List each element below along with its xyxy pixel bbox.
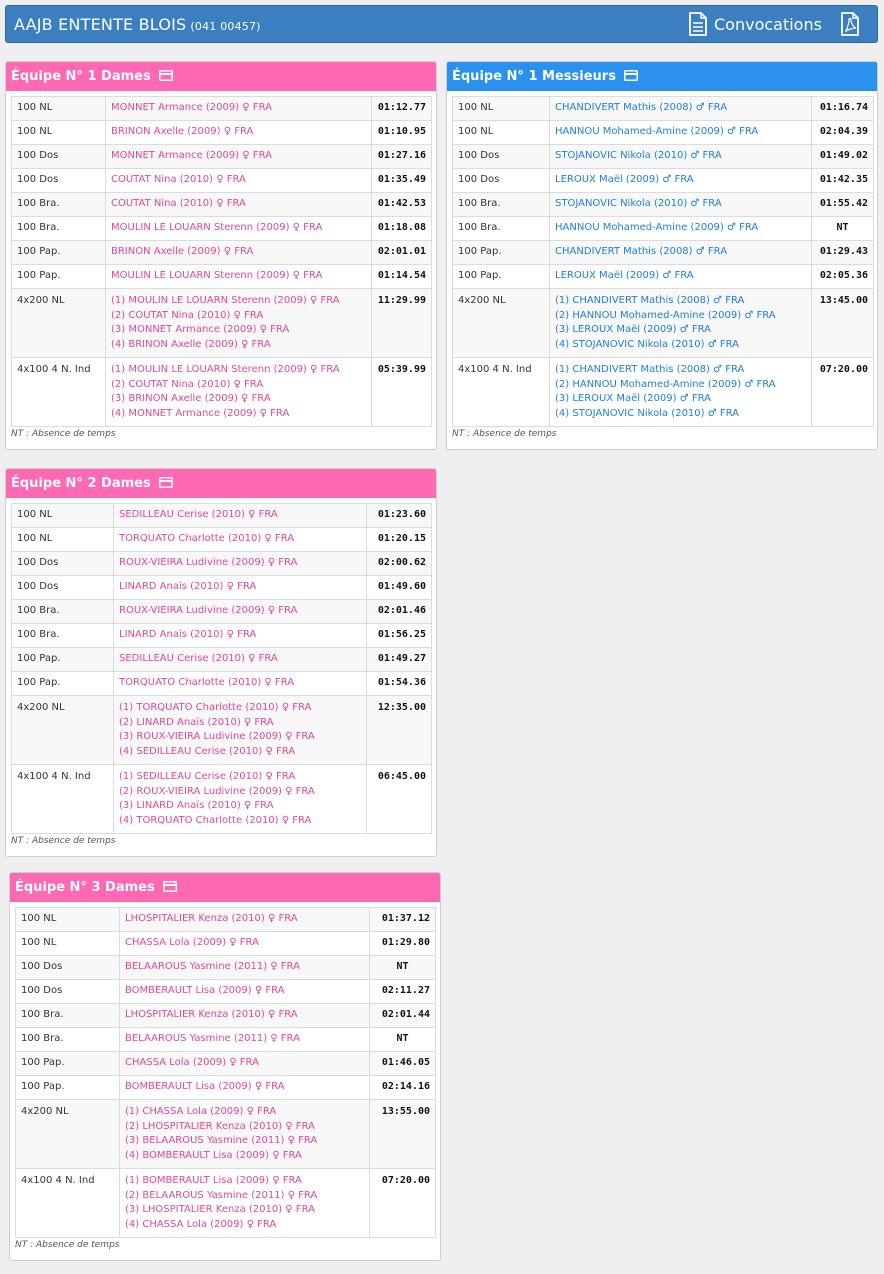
table-row <box>12 217 432 241</box>
event-cell: 4x200 NL <box>12 696 114 765</box>
swimmer-link[interactable]: TORQUATO Charlotte (2010) ♀ FRA <box>119 677 295 689</box>
team-panel-1-messieurs <box>446 61 878 450</box>
table-row <box>453 241 874 265</box>
event-cell: 100 NL <box>12 121 106 145</box>
time-cell: 01:16.74 <box>812 97 874 121</box>
event-cell: 4x200 NL <box>16 1100 120 1169</box>
swimmer-link[interactable]: (4) TORQUATO Charlotte (2010) ♀ FRA <box>119 814 312 826</box>
time-cell: 01:42.35 <box>812 169 874 193</box>
table-row <box>12 765 432 834</box>
time-cell: 01:42.53 <box>372 193 432 217</box>
swimmer-link[interactable]: BELAAROUS Yasmine (2011) ♀ FRA <box>125 1033 300 1045</box>
swimmer-link[interactable]: LINARD Anaïs (2010) ♀ FRA <box>119 581 257 593</box>
swimmer-cell <box>550 121 812 145</box>
event-cell: 100 Bra. <box>16 1004 120 1028</box>
event-cell: 100 NL <box>12 504 114 528</box>
swimmer-link[interactable]: HANNOU Mohamed-Amine (2009) ♂ FRA <box>555 222 759 234</box>
table-row <box>12 504 432 528</box>
time-cell: 13:55.00 <box>370 1100 436 1169</box>
time-cell: NT <box>370 956 436 980</box>
table-row <box>12 528 432 552</box>
table-row <box>12 672 432 696</box>
swimmer-cell <box>114 648 367 672</box>
table-row <box>12 193 432 217</box>
swimmer-link[interactable]: (2) LHOSPITALIER Kenza (2010) ♀ FRA <box>125 1120 315 1132</box>
team-title: Équipe N° 1 Messieurs <box>452 69 616 84</box>
table-row <box>12 121 432 145</box>
swimmer-link[interactable]: CHASSA Lola (2009) ♀ FRA <box>125 1057 259 1069</box>
swimmer-cell <box>120 932 370 956</box>
event-cell: 100 Pap. <box>453 241 550 265</box>
time-cell: 07:20.00 <box>812 358 874 427</box>
swimmer-link[interactable]: (1) CHANDIVERT Mathis (2008) ♂ FRA <box>555 364 745 375</box>
swimmer-link[interactable]: (4) STOJANOVIC Nikola (2010) ♂ FRA <box>555 338 740 350</box>
results-table <box>11 503 432 834</box>
swimmer-link[interactable]: (2) HANNOU Mohamed-Amine (2009) ♂ FRA <box>555 378 776 390</box>
time-cell: 01:23.60 <box>367 504 432 528</box>
team-panel-2-dames <box>5 468 437 857</box>
card-icon[interactable] <box>159 70 173 85</box>
swimmer-cell <box>106 217 372 241</box>
club-name <box>14 15 261 34</box>
results-table <box>15 907 436 1238</box>
card-icon[interactable] <box>159 477 173 492</box>
time-cell: 11:29.99 <box>372 289 432 358</box>
swimmer-link[interactable]: BOMBERAULT Lisa (2009) ♀ FRA <box>125 1081 285 1093</box>
time-cell: 02:01.44 <box>370 1004 436 1028</box>
table-row <box>12 552 432 576</box>
event-cell: 100 Pap. <box>12 241 106 265</box>
swimmer-cell <box>106 265 372 289</box>
swimmer-cell <box>114 765 367 834</box>
swimmer-link[interactable]: LEROUX Maël (2009) ♂ FRA <box>555 174 694 186</box>
document-icon[interactable] <box>688 12 708 39</box>
table-row <box>16 1052 436 1076</box>
footnote: NT : Absence de temps <box>452 429 557 439</box>
swimmer-link[interactable]: COUTAT Nina (2010) ♀ FRA <box>111 198 246 210</box>
event-cell: 100 Bra. <box>453 217 550 241</box>
swimmer-cell <box>114 696 367 765</box>
team-header <box>447 62 877 91</box>
swimmer-link[interactable]: STOJANOVIC Nikola (2010) ♂ FRA <box>555 150 722 162</box>
swimmer-cell <box>120 980 370 1004</box>
swimmer-link[interactable]: LEROUX Maël (2009) ♂ FRA <box>555 270 694 282</box>
swimmer-link[interactable]: HANNOU Mohamed-Amine (2009) ♂ FRA <box>555 126 759 138</box>
footnote: NT : Absence de temps <box>11 429 116 439</box>
swimmer-cell <box>106 97 372 121</box>
swimmer-link[interactable]: BRINON Axelle (2009) ♀ FRA <box>111 126 254 138</box>
event-cell: 100 Pap. <box>16 1052 120 1076</box>
time-cell: 05:39.99 <box>372 358 432 427</box>
team-title: Équipe N° 2 Dames <box>11 476 151 491</box>
table-row <box>12 648 432 672</box>
event-cell: 100 Dos <box>453 169 550 193</box>
time-cell: 12:35.00 <box>367 696 432 765</box>
swimmer-link[interactable]: (1) CHANDIVERT Mathis (2008) ♂ FRA <box>555 295 745 306</box>
table-row <box>12 241 432 265</box>
team-title: Équipe N° 3 Dames <box>15 880 155 895</box>
event-cell: 100 Pap. <box>16 1076 120 1100</box>
swimmer-link[interactable]: (3) LEROUX Maël (2009) ♂ FRA <box>555 393 711 404</box>
swimmer-link[interactable]: (1) SEDILLEAU Cerise (2010) ♀ FRA <box>119 771 296 782</box>
table-row <box>12 358 432 427</box>
table-row <box>16 1169 436 1238</box>
swimmer-link[interactable]: MONNET Armance (2009) ♀ FRA <box>111 102 272 114</box>
swimmer-link[interactable]: (4) BOMBERAULT Lisa (2009) ♀ FRA <box>125 1149 302 1161</box>
event-cell: 100 Bra. <box>453 193 550 217</box>
swimmer-link[interactable]: CHANDIVERT Mathis (2008) ♂ FRA <box>555 102 728 114</box>
swimmer-link[interactable]: (2) BELAAROUS Yasmine (2011) ♀ FRA <box>125 1189 318 1201</box>
time-cell: 01:35.49 <box>372 169 432 193</box>
swimmer-link[interactable]: LINARD Anaïs (2010) ♀ FRA <box>119 629 257 641</box>
event-cell: 100 Bra. <box>12 624 114 648</box>
event-cell: 100 NL <box>12 528 114 552</box>
results-table <box>452 96 874 427</box>
swimmer-link[interactable]: CHANDIVERT Mathis (2008) ♂ FRA <box>555 246 728 258</box>
time-cell: 01:10.95 <box>372 121 432 145</box>
swimmer-link[interactable]: BELAAROUS Yasmine (2011) ♀ FRA <box>125 961 300 973</box>
swimmer-link[interactable]: LHOSPITALIER Kenza (2010) ♀ FRA <box>125 913 298 925</box>
swimmer-link[interactable]: LHOSPITALIER Kenza (2010) ♀ FRA <box>125 1009 298 1021</box>
table-row <box>12 600 432 624</box>
event-cell: 100 Bra. <box>12 600 114 624</box>
swimmer-cell <box>550 289 812 358</box>
event-cell: 100 Bra. <box>12 217 106 241</box>
event-cell: 100 Bra. <box>16 1028 120 1052</box>
event-cell: 4x100 4 N. Ind <box>16 1169 120 1238</box>
swimmer-link[interactable]: BRINON Axelle (2009) ♀ FRA <box>111 246 254 258</box>
swimmer-link[interactable]: (4) BRINON Axelle (2009) ♀ FRA <box>111 338 271 350</box>
swimmer-cell <box>106 169 372 193</box>
swimmer-cell <box>114 600 367 624</box>
club-header <box>5 5 878 43</box>
team-header <box>6 469 436 498</box>
time-cell: 01:29.80 <box>370 932 436 956</box>
swimmer-link[interactable]: STOJANOVIC Nikola (2010) ♂ FRA <box>555 198 722 210</box>
table-row <box>453 145 874 169</box>
table-row <box>16 956 436 980</box>
swimmer-link[interactable]: (3) LEROUX Maël (2009) ♂ FRA <box>555 324 711 335</box>
swimmer-link[interactable]: (4) STOJANOVIC Nikola (2010) ♂ FRA <box>555 407 740 419</box>
swimmer-link[interactable]: (4) SEDILLEAU Cerise (2010) ♀ FRA <box>119 745 296 757</box>
event-cell: 100 NL <box>453 97 550 121</box>
table-row <box>453 358 874 427</box>
swimmer-link[interactable]: ROUX-VIEIRA Ludivine (2009) ♀ FRA <box>119 605 298 617</box>
time-cell: 01:46.05 <box>370 1052 436 1076</box>
time-cell: NT <box>812 217 874 241</box>
swimmer-link[interactable]: (2) ROUX-VIEIRA Ludivine (2009) ♀ FRA <box>119 785 315 797</box>
swimmer-cell <box>120 956 370 980</box>
swimmer-cell <box>106 289 372 358</box>
event-cell: 100 NL <box>453 121 550 145</box>
event-cell: 100 Pap. <box>453 265 550 289</box>
swimmer-cell <box>106 121 372 145</box>
swimmer-cell <box>120 1052 370 1076</box>
swimmer-link[interactable]: SEDILLEAU Cerise (2010) ♀ FRA <box>119 653 278 665</box>
swimmer-cell <box>114 552 367 576</box>
results-table <box>11 96 432 427</box>
table-row <box>16 1076 436 1100</box>
team-panel-1-dames <box>5 61 437 450</box>
time-cell: 01:27.16 <box>372 145 432 169</box>
event-cell: 100 Dos <box>16 980 120 1004</box>
swimmer-cell <box>550 97 812 121</box>
time-cell: 01:49.27 <box>367 648 432 672</box>
club-code: (041 00457) <box>190 20 261 33</box>
table-row <box>453 217 874 241</box>
swimmer-link[interactable]: (1) TORQUATO Charlotte (2010) ♀ FRA <box>119 702 312 713</box>
table-row <box>453 169 874 193</box>
swimmer-cell <box>550 193 812 217</box>
table-row <box>12 97 432 121</box>
event-cell: 4x100 4 N. Ind <box>12 765 114 834</box>
time-cell: 02:01.01 <box>372 241 432 265</box>
table-row <box>16 1100 436 1169</box>
time-cell: 01:14.54 <box>372 265 432 289</box>
swimmer-cell <box>120 1028 370 1052</box>
swimmer-link[interactable]: (3) MONNET Armance (2009) ♀ FRA <box>111 324 290 335</box>
swimmer-link[interactable]: (3) LHOSPITALIER Kenza (2010) ♀ FRA <box>125 1204 315 1215</box>
time-cell: 02:14.16 <box>370 1076 436 1100</box>
time-cell: 13:45.00 <box>812 289 874 358</box>
swimmer-link[interactable]: (4) MONNET Armance (2009) ♀ FRA <box>111 407 290 419</box>
time-cell: 01:18.08 <box>372 217 432 241</box>
table-row <box>16 1004 436 1028</box>
event-cell: 100 Bra. <box>12 193 106 217</box>
swimmer-cell <box>120 908 370 932</box>
card-icon[interactable] <box>163 881 177 896</box>
swimmer-cell <box>550 169 812 193</box>
swimmer-link[interactable]: (4) CHASSA Lola (2009) ♀ FRA <box>125 1218 277 1230</box>
card-icon[interactable] <box>624 70 638 85</box>
swimmer-cell <box>550 217 812 241</box>
event-cell: 100 NL <box>16 932 120 956</box>
swimmer-cell <box>114 624 367 648</box>
event-cell: 100 Dos <box>12 552 114 576</box>
time-cell: 02:01.46 <box>367 600 432 624</box>
table-row <box>16 1028 436 1052</box>
swimmer-cell <box>114 504 367 528</box>
swimmer-link[interactable]: (1) BOMBERAULT Lisa (2009) ♀ FRA <box>125 1175 302 1186</box>
table-row <box>453 289 874 358</box>
time-cell: 02:00.62 <box>367 552 432 576</box>
swimmer-cell <box>550 241 812 265</box>
swimmer-link[interactable]: (3) LINARD Anaïs (2010) ♀ FRA <box>119 800 274 811</box>
footnote: NT : Absence de temps <box>11 836 116 846</box>
event-cell: 4x200 NL <box>453 289 550 358</box>
swimmer-cell <box>114 672 367 696</box>
swimmer-link[interactable]: ROUX-VIEIRA Ludivine (2009) ♀ FRA <box>119 557 298 569</box>
swimmer-cell <box>120 1076 370 1100</box>
swimmer-link[interactable]: (1) MOULIN LE LOUARN Sterenn (2009) ♀ FRA <box>111 295 340 306</box>
time-cell: 01:29.43 <box>812 241 874 265</box>
table-row <box>12 576 432 600</box>
event-cell: 100 NL <box>16 908 120 932</box>
swimmer-link[interactable]: COUTAT Nina (2010) ♀ FRA <box>111 174 246 186</box>
event-cell: 100 Dos <box>453 145 550 169</box>
time-cell: 02:11.27 <box>370 980 436 1004</box>
time-cell: 02:05.36 <box>812 265 874 289</box>
time-cell: 01:37.12 <box>370 908 436 932</box>
swimmer-cell <box>106 241 372 265</box>
event-cell: 100 Pap. <box>12 672 114 696</box>
swimmer-link[interactable]: (3) BRINON Axelle (2009) ♀ FRA <box>111 393 271 404</box>
event-cell: 100 NL <box>12 97 106 121</box>
swimmer-link[interactable]: TORQUATO Charlotte (2010) ♀ FRA <box>119 533 295 545</box>
time-cell: 01:55.42 <box>812 193 874 217</box>
swimmer-link[interactable]: (3) ROUX-VIEIRA Ludivine (2009) ♀ FRA <box>119 731 315 742</box>
swimmer-cell <box>550 265 812 289</box>
swimmer-link[interactable]: CHASSA Lola (2009) ♀ FRA <box>125 937 259 949</box>
event-cell: 100 Pap. <box>12 265 106 289</box>
time-cell: 01:20.15 <box>367 528 432 552</box>
event-cell: 100 Dos <box>12 576 114 600</box>
swimmer-cell <box>106 145 372 169</box>
table-row <box>16 932 436 956</box>
table-row <box>453 193 874 217</box>
time-cell: NT <box>370 1028 436 1052</box>
event-cell: 100 Pap. <box>12 648 114 672</box>
convocations-link[interactable]: Convocations <box>714 15 822 34</box>
team-title: Équipe N° 1 Dames <box>11 69 151 84</box>
table-row <box>453 265 874 289</box>
swimmer-link[interactable]: (1) MOULIN LE LOUARN Sterenn (2009) ♀ FRA <box>111 364 340 375</box>
table-row <box>453 121 874 145</box>
time-cell: 06:45.00 <box>367 765 432 834</box>
swimmer-link[interactable]: MOULIN LE LOUARN Sterenn (2009) ♀ FRA <box>111 270 323 282</box>
event-cell: 100 Dos <box>16 956 120 980</box>
event-cell: 100 Dos <box>12 169 106 193</box>
table-row <box>16 980 436 1004</box>
time-cell: 02:04.39 <box>812 121 874 145</box>
time-cell: 01:12.77 <box>372 97 432 121</box>
team-header <box>10 873 440 902</box>
team-header <box>6 62 436 91</box>
table-row <box>12 265 432 289</box>
table-row <box>12 624 432 648</box>
time-cell: 01:49.60 <box>367 576 432 600</box>
swimmer-cell <box>120 1100 370 1169</box>
swimmer-cell <box>106 193 372 217</box>
swimmer-link[interactable]: MOULIN LE LOUARN Sterenn (2009) ♀ FRA <box>111 222 323 234</box>
event-cell: 4x100 4 N. Ind <box>12 358 106 427</box>
time-cell: 01:54.36 <box>367 672 432 696</box>
table-row <box>12 696 432 765</box>
swimmer-link[interactable]: (2) COUTAT Nina (2010) ♀ FRA <box>111 309 264 321</box>
event-cell: 4x200 NL <box>12 289 106 358</box>
swimmer-link[interactable]: MONNET Armance (2009) ♀ FRA <box>111 150 272 162</box>
swimmer-link[interactable]: (1) CHASSA Lola (2009) ♀ FRA <box>125 1106 277 1117</box>
time-cell: 01:56.25 <box>367 624 432 648</box>
swimmer-cell <box>114 528 367 552</box>
table-row <box>16 908 436 932</box>
event-cell: 4x100 4 N. Ind <box>453 358 550 427</box>
event-cell: 100 Dos <box>12 145 106 169</box>
table-row <box>12 169 432 193</box>
table-row <box>12 145 432 169</box>
table-row <box>12 289 432 358</box>
swimmer-link[interactable]: (2) HANNOU Mohamed-Amine (2009) ♂ FRA <box>555 309 776 321</box>
team-panel-3-dames <box>9 872 441 1261</box>
swimmer-link[interactable]: (3) BELAAROUS Yasmine (2011) ♀ FRA <box>125 1135 318 1146</box>
pdf-icon[interactable] <box>840 12 860 39</box>
club-name-text: AAJB ENTENTE BLOIS <box>14 15 187 34</box>
swimmer-link[interactable]: (2) COUTAT Nina (2010) ♀ FRA <box>111 378 264 390</box>
time-cell: 07:20.00 <box>370 1169 436 1238</box>
swimmer-link[interactable]: SEDILLEAU Cerise (2010) ♀ FRA <box>119 509 278 521</box>
swimmer-link[interactable]: (2) LINARD Anaïs (2010) ♀ FRA <box>119 716 274 728</box>
footnote: NT : Absence de temps <box>15 1240 120 1250</box>
swimmer-cell <box>120 1004 370 1028</box>
swimmer-cell <box>114 576 367 600</box>
time-cell: 01:49.02 <box>812 145 874 169</box>
table-row <box>453 97 874 121</box>
swimmer-link[interactable]: BOMBERAULT Lisa (2009) ♀ FRA <box>125 985 285 997</box>
swimmer-cell <box>550 145 812 169</box>
swimmer-cell <box>550 358 812 427</box>
swimmer-cell <box>120 1169 370 1238</box>
swimmer-cell <box>106 358 372 427</box>
